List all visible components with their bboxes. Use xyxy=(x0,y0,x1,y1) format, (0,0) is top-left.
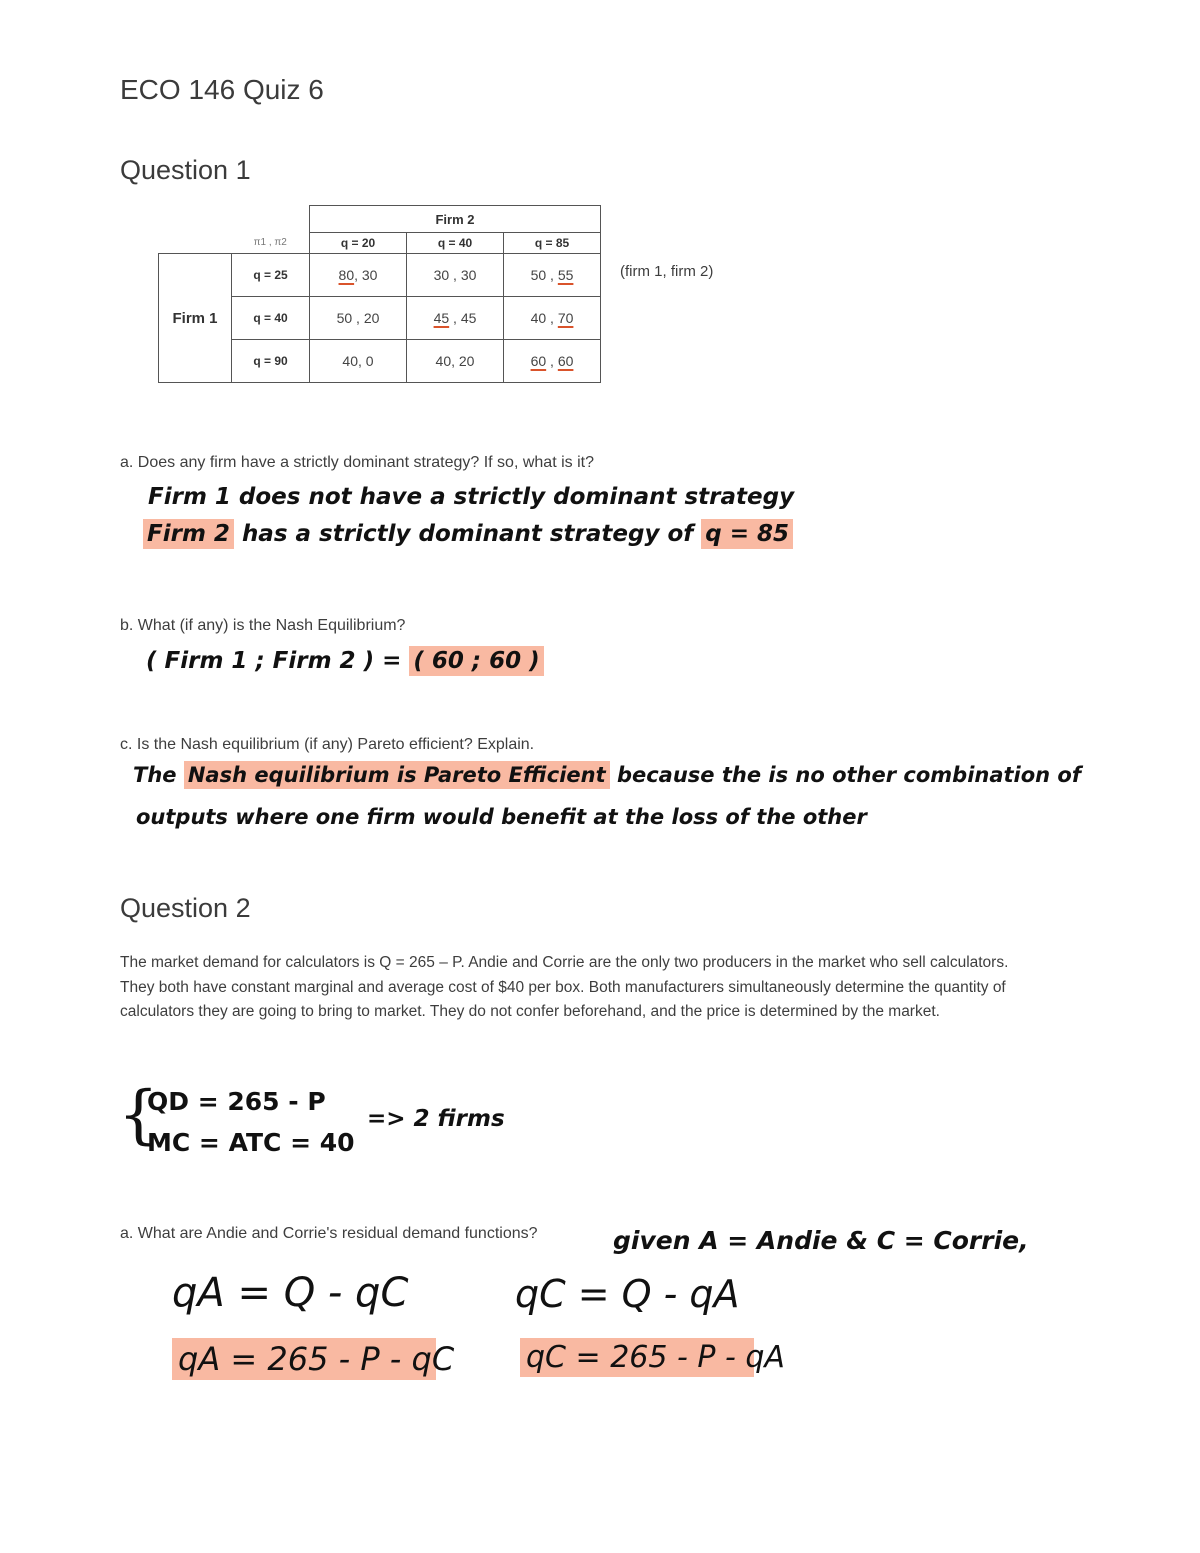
eq-andie-2: qA = 265 - P - qC xyxy=(172,1338,436,1380)
q1a-question: a. Does any firm have a strictly dominant strategy? If so, what is it? xyxy=(120,454,594,471)
q1c-question: c. Is the Nash equilibrium (if any) Pareto efficient? Explain. xyxy=(120,736,535,753)
question-2-heading: Question 2 xyxy=(120,893,251,923)
col-header: q = 40 xyxy=(407,233,504,254)
payoff-firm1: 40 xyxy=(435,353,452,369)
payoff-firm2: 60 xyxy=(557,353,574,369)
system-line-1: QD = 265 - P xyxy=(147,1087,326,1116)
payoff-firm2: 45 xyxy=(460,310,477,326)
q1b-question: b. What (if any) is the Nash Equilibrium? xyxy=(120,617,406,634)
payoff-cell: 50 , 55 xyxy=(504,254,601,297)
q1c-answer-line2: outputs where one firm would benefit at the loss of the other xyxy=(136,805,867,829)
q1b-answer: ( Firm 1 ; Firm 2 ) = ( 60 ; 60 ) xyxy=(146,648,544,674)
eq-corrie-2: qC = 265 - P - qA xyxy=(520,1338,754,1377)
question-1-heading: Question 1 xyxy=(120,155,251,185)
highlight-firm2: Firm 2 xyxy=(143,519,234,549)
payoff-firm2: 20 xyxy=(458,353,475,369)
payoff-cell: 80, 30 xyxy=(310,254,407,297)
given-note: given A = Andie & C = Corrie, xyxy=(613,1226,1029,1255)
q1a-answer-line2: Firm 2 has a strictly dominant strategy of q = 85 xyxy=(143,521,793,547)
payoff-firm1: 50 xyxy=(336,310,353,326)
col-header: q = 85 xyxy=(504,233,601,254)
q1c-answer-line1: The Nash equilibrium is Pareto Efficient because the is no other combination of xyxy=(133,763,1081,787)
system-line-2: MC = ATC = 40 xyxy=(147,1128,355,1157)
document-title: ECO 146 Quiz 6 xyxy=(120,74,324,105)
payoff-firm1: 50 xyxy=(530,267,547,283)
firm1-label: Firm 1 xyxy=(159,254,232,383)
eq-andie-1: qA = Q - qC xyxy=(172,1270,409,1316)
col-header: q = 20 xyxy=(310,233,407,254)
payoff-cell: 45 , 45 xyxy=(407,297,504,340)
highlight-pareto: Nash equilibrium is Pareto Efficient xyxy=(184,761,610,789)
q1a-answer-line1: Firm 1 does not have a strictly dominant strategy xyxy=(148,484,795,510)
highlight-nash: ( 60 ; 60 ) xyxy=(409,646,543,676)
payoff-cell: 30 , 30 xyxy=(407,254,504,297)
payoff-cell: 60 , 60 xyxy=(504,340,601,383)
payoff-firm1: 60 xyxy=(530,353,547,369)
payoff-firm1: 80 xyxy=(338,267,355,283)
row-header: q = 40 xyxy=(232,297,310,340)
row-header: q = 90 xyxy=(232,340,310,383)
payoff-firm2: 30 xyxy=(361,267,378,283)
payoff-firm2: 0 xyxy=(365,353,374,369)
eq-corrie-1: qC = Q - qA xyxy=(515,1272,740,1316)
q2a-question: a. What are Andie and Corrie's residual demand functions? xyxy=(120,1225,538,1242)
payoff-order-note: (firm 1, firm 2) xyxy=(620,263,714,280)
payoff-cell: 40, 0 xyxy=(310,340,407,383)
implies-two-firms: => 2 firms xyxy=(367,1106,505,1132)
firm2-label: Firm 2 xyxy=(310,206,601,233)
payoff-firm1: 45 xyxy=(433,310,450,326)
payoff-firm1: 40 xyxy=(530,310,547,326)
row-header: q = 25 xyxy=(232,254,310,297)
brace-symbol: { xyxy=(118,1078,159,1152)
payoff-firm2: 55 xyxy=(557,267,574,283)
payoff-firm1: 40 xyxy=(342,353,358,369)
payoff-cell: 40 , 70 xyxy=(504,297,601,340)
payoff-label: π1 , π2 xyxy=(232,233,310,254)
highlight-strategy: q = 85 xyxy=(701,519,793,549)
payoff-firm2: 30 xyxy=(460,267,477,283)
payoff-cell: 40, 20 xyxy=(407,340,504,383)
q2-paragraph: The market demand for calculators is Q = 265 – P. Andie and Corrie are the only two producers in the market who sell calculators. They both have constant marginal and average cost of $40 per box. Both manufacturers simultaneously determine the quantity of calculators they are going to bring to market. They do not confer beforehand, and the price is determined by the market. xyxy=(120,954,1009,1020)
payoff-table xyxy=(158,205,601,383)
payoff-firm1: 30 xyxy=(433,267,450,283)
payoff-cell: 50 , 20 xyxy=(310,297,407,340)
payoff-firm2: 70 xyxy=(557,310,574,326)
payoff-firm2: 20 xyxy=(363,310,380,326)
